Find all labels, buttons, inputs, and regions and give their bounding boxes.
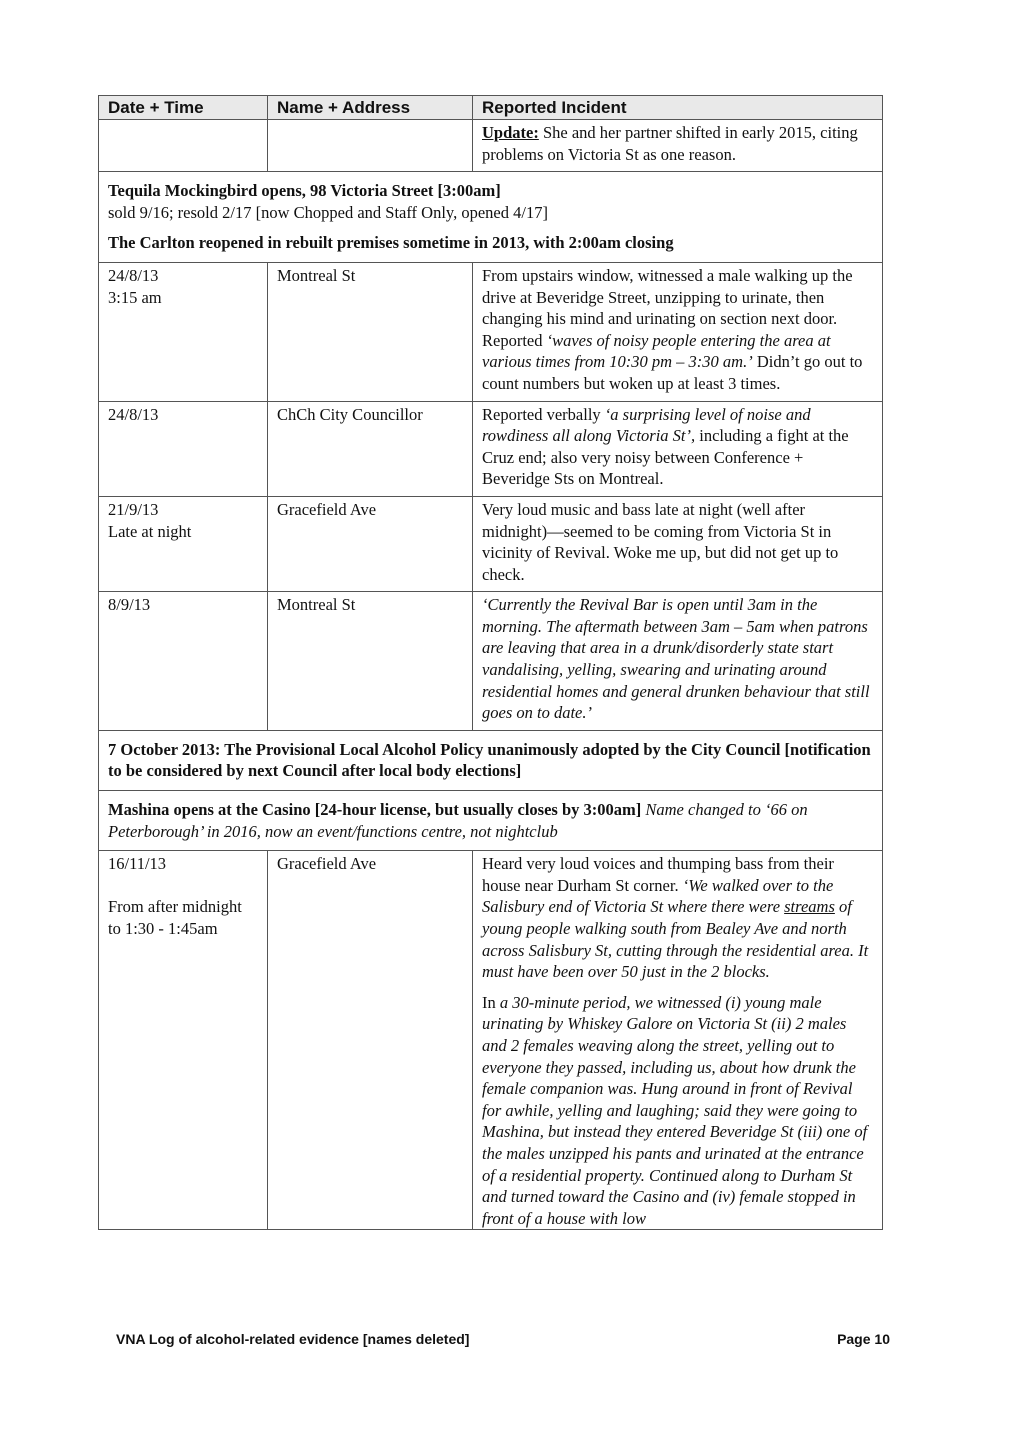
incident-quote: ‘a surprising level of noise and rowdiness all along Victoria St’,: [482, 404, 811, 446]
date-text: 24/8/13: [108, 265, 159, 285]
cell-name-empty: [268, 120, 473, 172]
cell-date: [99, 851, 268, 1230]
incident-quote: ‘We walked over to the Salisbury end of Victoria St where there were: [482, 875, 834, 917]
header-date-time: Date + Time: [99, 96, 268, 120]
date-text: 21/9/13: [108, 499, 159, 519]
table-row: [99, 120, 883, 172]
band-heading-carlton: The Carlton reopened in rebuilt premises sometime in 2013, with 2:00am closing: [108, 233, 674, 253]
cell-incident: [473, 401, 883, 496]
cell-name: Gracefield Ave: [268, 851, 473, 1230]
cell-name: Gracefield Ave: [268, 496, 473, 591]
table-row: [99, 851, 883, 1230]
band-heading: Tequila Mockingbird opens, 98 Victoria Street [3:00am]: [108, 181, 501, 201]
cell-date: [99, 262, 268, 401]
band-heading-policy: 7 October 2013: The Provisional Local Alcohol Policy unanimously adopted by the City Council [notification to be considered by next Council after local body elections]: [99, 730, 883, 790]
cell-name: Montreal St: [268, 262, 473, 401]
footer-title: VNA Log of alcohol-related evidence [names deleted]: [116, 1331, 470, 1347]
band-heading: Mashina opens at the Casino [24-hour license, but usually closes by 3:00am]: [108, 800, 642, 820]
band-note: Name changed to ‘66 on Peterborough’ in 2016, now an event/functions centre, not nightclub: [108, 800, 808, 841]
cell-date: 8/9/13: [99, 592, 268, 731]
cell-incident: [473, 851, 883, 1230]
section-band-tequila: [99, 172, 883, 263]
cell-incident: [473, 120, 883, 172]
header-reported-incident: Reported Incident: [473, 96, 883, 120]
cell-incident: ‘Currently the Revival Bar is open until 3am in the morning. The aftermath between 3am – 5am when patrons are leaving that area in a drunk/disorderly state start vandalising, yelling, swearing and urinating around residential homes and general drunken behaviour that still goes on to date.’: [473, 592, 883, 731]
incident-text: From upstairs window, witnessed a male walking up the drive at Beveridge Street, unzipping to urinate, then changing his mind and urinating on section next door. Reported: [482, 265, 853, 350]
incident-log-table: [98, 95, 883, 1230]
cell-date: 24/8/13: [99, 401, 268, 496]
band-subtext: sold 9/16; resold 2/17 [now Chopped and Staff Only, opened 4/17]: [108, 202, 548, 222]
cell-date-empty: [99, 120, 268, 172]
table-row: [99, 401, 883, 496]
time-text: 3:15 am: [108, 287, 162, 307]
cell-name: ChCh City Councillor: [268, 401, 473, 496]
update-text: She and her partner shifted in early 2015, citing problems on Victoria St as one reason.: [482, 123, 858, 164]
incident-emphasis: streams: [784, 897, 835, 917]
section-band-policy: [99, 730, 883, 790]
band-line: [108, 180, 873, 223]
incident-text: Heard very loud voices and thumping bass from their house near Durham St corner.: [482, 854, 834, 895]
table-row: [99, 262, 883, 401]
table-row: [99, 592, 883, 731]
cell-incident: [473, 262, 883, 401]
table-header-row: [99, 96, 883, 120]
incident-quote: ‘waves of noisy people entering the area at various times from 10:30 pm – 3:30 am.’: [482, 330, 831, 372]
incident-quote: of young people walking south from Bealey Ave and north across Salisbury St, cutting through the residential area. It must have been over 50 just in the 2 blocks.: [482, 897, 869, 982]
table-row: [99, 496, 883, 591]
time-text: From after midnight to 1:30 - 1:45am: [108, 897, 242, 938]
incident-text: Reported verbally: [482, 404, 605, 424]
cell-name: Montreal St: [268, 592, 473, 731]
section-band-mashina: [99, 791, 883, 851]
incident-text: In: [482, 992, 500, 1012]
page-footer: [116, 1331, 890, 1347]
incident-paragraph: [482, 853, 873, 983]
date-text: 16/11/13: [108, 854, 167, 874]
incident-quote: a 30-minute period, we witnessed (i) young male urinating by Whiskey Galore on Victoria St (ii) 2 males and 2 females weaving along the street, yelling out to everyone they passed, including us, about how drunk the female companion was. Hung around in front of Revival for awhile, yelling and laughing; said they were going to Mashina, but instead they entered Beveridge St (iii) one of the males unzipped his pants and urinated at the entrance of a residential property. Continued along to Durham St and turned toward the Casino and (iv) female stopped in front of a house with low: [482, 992, 868, 1228]
header-name-address: Name + Address: [268, 96, 473, 120]
time-text: Late at night: [108, 521, 192, 541]
cell-date: [99, 496, 268, 591]
incident-text: including a fight at the Cruz end; also very noisy between Conference + Beveridge Sts on Montreal.: [482, 426, 849, 489]
page-number: Page 10: [837, 1331, 890, 1347]
incident-paragraph: [482, 992, 873, 1230]
band-cell: [99, 172, 883, 263]
band-cell: [99, 791, 883, 851]
incident-text: Didn’t go out to count numbers but woken up at least 3 times.: [482, 352, 863, 393]
update-label: Update:: [482, 123, 539, 142]
cell-incident: Very loud music and bass late at night (well after midnight)—seemed to be coming from Victoria St in vicinity of Revival. Woke me up, but did not get up to check.: [473, 496, 883, 591]
